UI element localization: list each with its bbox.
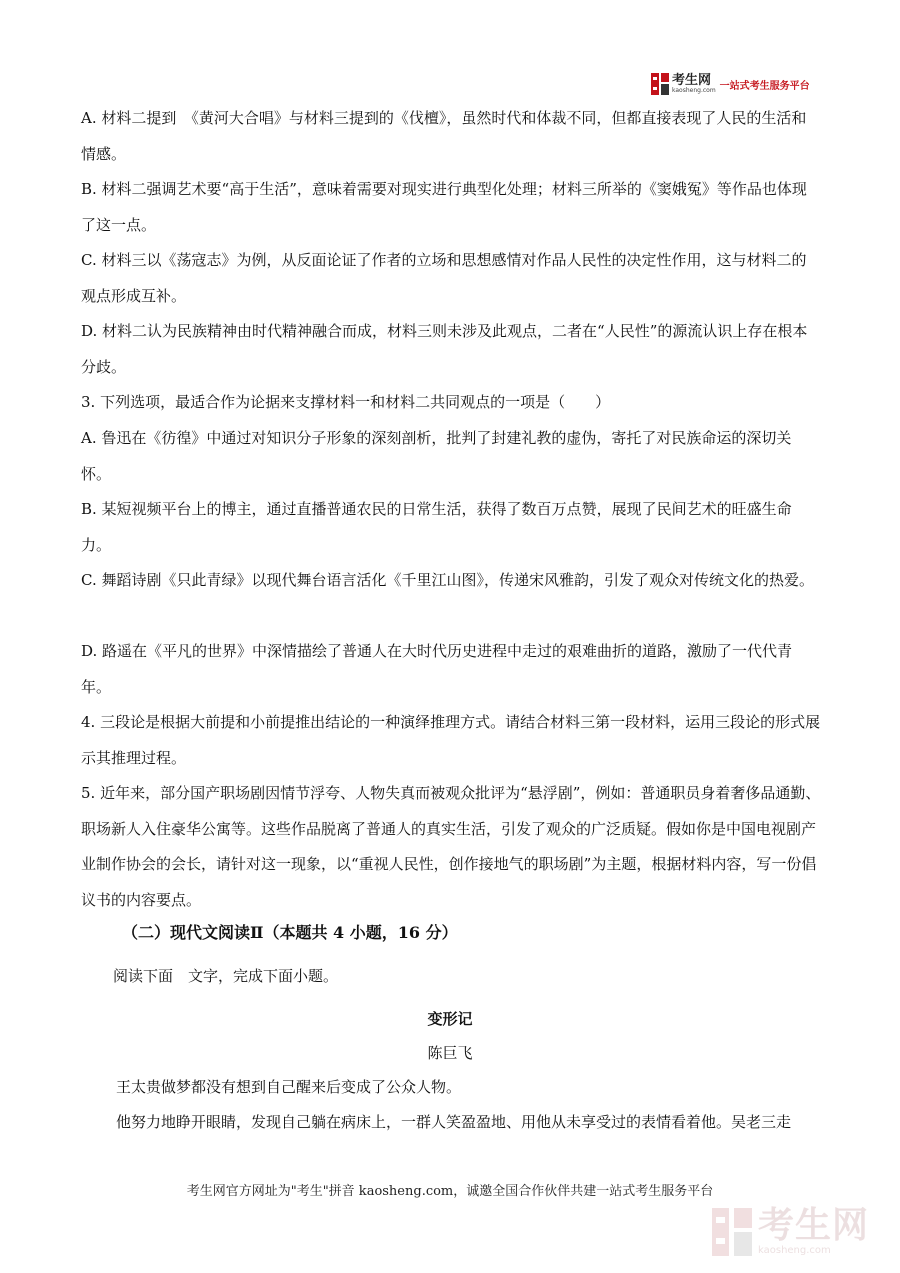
watermark-brand: 考生网 [758, 1205, 870, 1246]
watermark-domain: kaosheng.com [758, 1245, 831, 1256]
option-a-q2: A. 材料二提到 《黄河大合唱》与材料三提到的《伐檀》，虽然时代和体裁不同，但都直接表现了人民的生活和情感。 [81, 109, 807, 163]
option-d-q2: D. 材料二认为民族精神由时代精神融合而成，材料三则未涉及此观点，二者在“人民性”的源流认识上存在根本分歧。 [81, 322, 808, 376]
story-line: 他努力地睁开眼睛，发现自己躺在病床上，一群人笑盈盈地、用他从未享受过的表情看着他。吴老三走 [116, 1113, 792, 1131]
kaosheng-logo-icon [651, 73, 669, 95]
option-b-q3: B. 某短视频平台上的博主，通过直播普通农民的日常生活，获得了数百万点赞，展现了民间艺术的旺盛生命力。 [81, 500, 792, 554]
story-title: 变形记 [427, 1010, 473, 1028]
header-logo[interactable] [651, 72, 810, 96]
watermark [712, 1205, 870, 1256]
option-c-q3: C. 舞蹈诗剧《只此青绿》以现代舞台语言活化《千里江山图》，传递宋风雅韵，引发了观众对传统文化的热爱。 [81, 571, 814, 589]
question-5: 5. 近年来，部分国产职场剧因情节浮夸、人物失真而被观众批评为“悬浮剧”，例如：普通职员身着奢侈品通勤、职场新人入住豪华公寓等。这些作品脱离了普通人的真实生活，引发了观众的广泛质疑。假如你是中国电视剧产业制作协会的会长，请针对这一现象，以“重视人民性，创作接地气的职场剧”为主题，根据材料内容，写一份倡议书的内容要点。 [81, 784, 821, 909]
watermark-logo-icon [712, 1208, 752, 1256]
option-a-q3: A. 鲁迅在《彷徨》中通过对知识分子形象的深刻剖析，批判了封建礼教的虚伪，寄托了对民族命运的深切关怀。 [81, 429, 792, 483]
story-author: 陈巨飞 [427, 1044, 473, 1062]
header-brand-name: 考生网 [672, 73, 712, 88]
option-c-q2: C. 材料三以《荡寇志》为例，从反面论证了作者的立场和思想感情对作品人民性的决定性作用，这与材料二的观点形成互补。 [81, 251, 807, 305]
reading-intro: 阅读下面 文字，完成下面小题。 [113, 967, 339, 985]
footer-text: 考生网官方网址为"考生"拼音 kaosheng.com，诚邀全国合作伙伴共建一站式考生服务平台 [186, 1184, 714, 1199]
question-4: 4. 三段论是根据大前提和小前提推出结论的一种演绎推理方式。请结合材料三第一段材料，运用三段论的形式展示其推理过程。 [81, 713, 821, 767]
section-heading: （二）现代文阅读Ⅱ（本题共 4 小题，16 分） [122, 923, 458, 942]
header-brand [672, 74, 716, 94]
story-line: 王太贵做梦都没有想到自己醒来后变成了公众人物。 [116, 1078, 462, 1096]
option-b-q2: B. 材料二强调艺术要“高于生活”，意味着需要对现实进行典型化处理；材料三所举的《窦娥冤》等作品也体现了这一点。 [81, 180, 807, 234]
header-brand-domain: kaosheng.com [672, 87, 716, 94]
option-d-q3: D. 路遥在《平凡的世界》中深情描绘了普通人在大时代历史进程中走过的艰难曲折的道路，激励了一代代青年。 [81, 642, 793, 696]
question-3: 3. 下列选项，最适合作为论据来支撑材料一和材料二共同观点的一项是（ ） [81, 393, 611, 411]
header-slogan: 一站式考生服务平台 [719, 80, 810, 92]
watermark-text [758, 1205, 870, 1256]
